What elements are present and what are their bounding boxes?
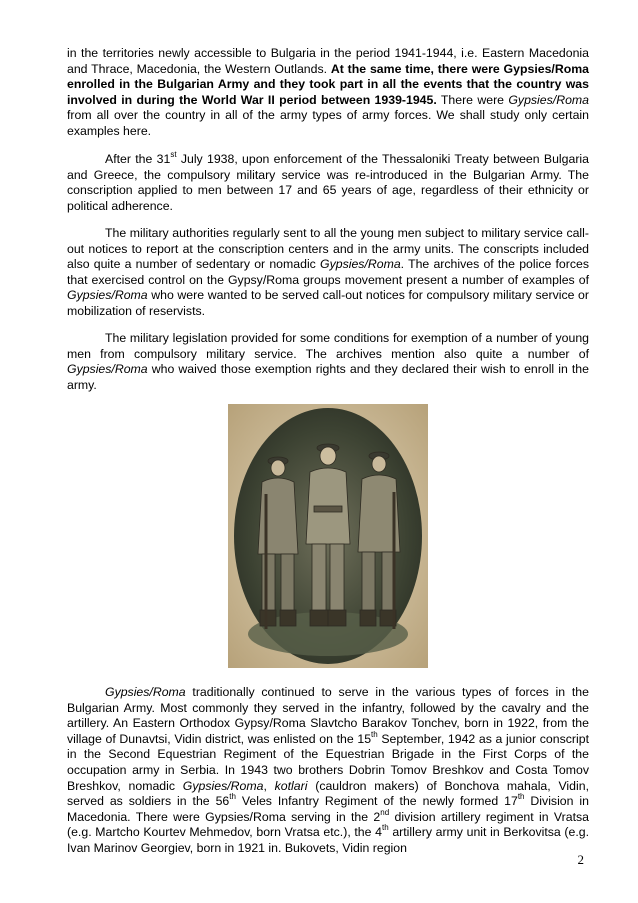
paragraph-3 [67,226,589,320]
p1-text-3: from all over the country in all of the army types of army forces. We shall study only certain examples here. [67,108,589,138]
soldiers-photo [228,404,428,668]
p4-text-1: The military legislation provided for some conditions for exemption of a number of young men from compulsory military service. The archives mention also quite a number of [67,331,589,361]
p1-text-2: There were [436,92,509,107]
p2-sup-1: st [170,149,177,159]
p5-text-2: September, 1942 as a junior conscript in the Second Equestrian Regiment of the Equestrian Brigade in the First Corps of the occupation army in Serbia. In 1943 two brothers Dobrin Tomov Breshkov and Costa Tomov Breshkov, nomadic [67,731,589,793]
p2-text-2: July 1938, upon enforcement of the Thessaloniki Treaty between Bulgaria and Greece, the compulsory military service was re-introduced in the Bulgarian Army. The conscription applied to men between 17 and 65 years of age, regardless of their ethnicity or political adherence. [67,152,589,213]
p5-sup-5: th [382,823,389,833]
p5-text-1: traditionally continued to serve in the various types of forces in the Bulgarian Army. Most commonly they served in the infantry, followed by the cavalry and the artillery. An Eastern Orthodox Gypsy/Roma Slavtcho Barakov Tonchev, born in 1922, from the village of Dunavtsi, Vidin district, was enlisted on the 15 [67,685,589,746]
paragraph-2 [67,149,589,214]
p5-text-4: (cauldron makers) of Bonchova mahala, Vidin, served as soldiers in the 56 [67,778,589,809]
p5-sup-1: th [371,729,378,739]
p5-sup-2: th [229,792,236,802]
p5-text-8: artillery army unit in Berkovitsa (e.g. Ivan Marinov Georgiev, born in 1921 in. Bukovets, Vidin region [67,825,590,855]
p5-sup-4: nd [380,807,390,817]
p4-italic-1: Gypsies/Roma [67,362,148,377]
p3-text-1: The military authorities regularly sent to all the young men subject to military service call-out notices to report at the conscription centers and in the army units. The conscripts included also quite a number of sedentary or nomadic [67,226,589,272]
p5-text-7: division artillery regiment in Vratsa (e.g. Martcho Kourtev Mehmedov, born Vratsa etc.), the 4 [67,809,590,840]
page-number: 2 [577,852,584,867]
p1-bold-text: At the same time, there were Gypsies/Roma enrolled in the Bulgarian Army and they took part in all the events that the country was involved in during the World War II period between 1939-1945. [67,61,589,107]
p5-sup-3: th [517,792,525,802]
p5-italic-3: kotlari [274,778,308,793]
p3-italic-1: Gypsies/Roma [320,257,401,272]
p3-italic-2: Gypsies/Roma [67,288,148,303]
photo-three-soldiers-icon [228,404,428,668]
p3-text-3: who were wanted to be served call-out notices for compulsory military service or mobilization of reservists. [67,288,589,318]
p2-text-1: After the 31 [105,152,171,166]
paragraph-5 [67,685,589,857]
p3-text-2: . The archives of the police forces that exercised control on the Gypsy/Roma groups movement present a number of examples of [67,257,590,287]
p5-text-6: Division in Macedonia. There were Gypsies/Roma serving in the 2 [67,794,589,824]
p5-italic-2: Gypsies/Roma [182,778,264,793]
paragraph-1 [67,46,589,140]
p5-italic-1: Gypsies/Roma [105,685,186,699]
p5-text-5: Veles Infantry Regiment of the newly formed 17 [235,794,518,809]
paragraph-4 [67,331,589,393]
p5-text-3: , [263,778,275,793]
p4-text-2: who waived those exemption rights and they declared their wish to enroll in the army. [67,362,589,392]
p1-italic-1: Gypsies/Roma [508,92,589,107]
p1-text-1: in the territories newly accessible to Bulgaria in the period 1941-1944, i.e. Eastern Macedonia and Thrace, Macedonia, the Western Outlands. [67,46,589,76]
